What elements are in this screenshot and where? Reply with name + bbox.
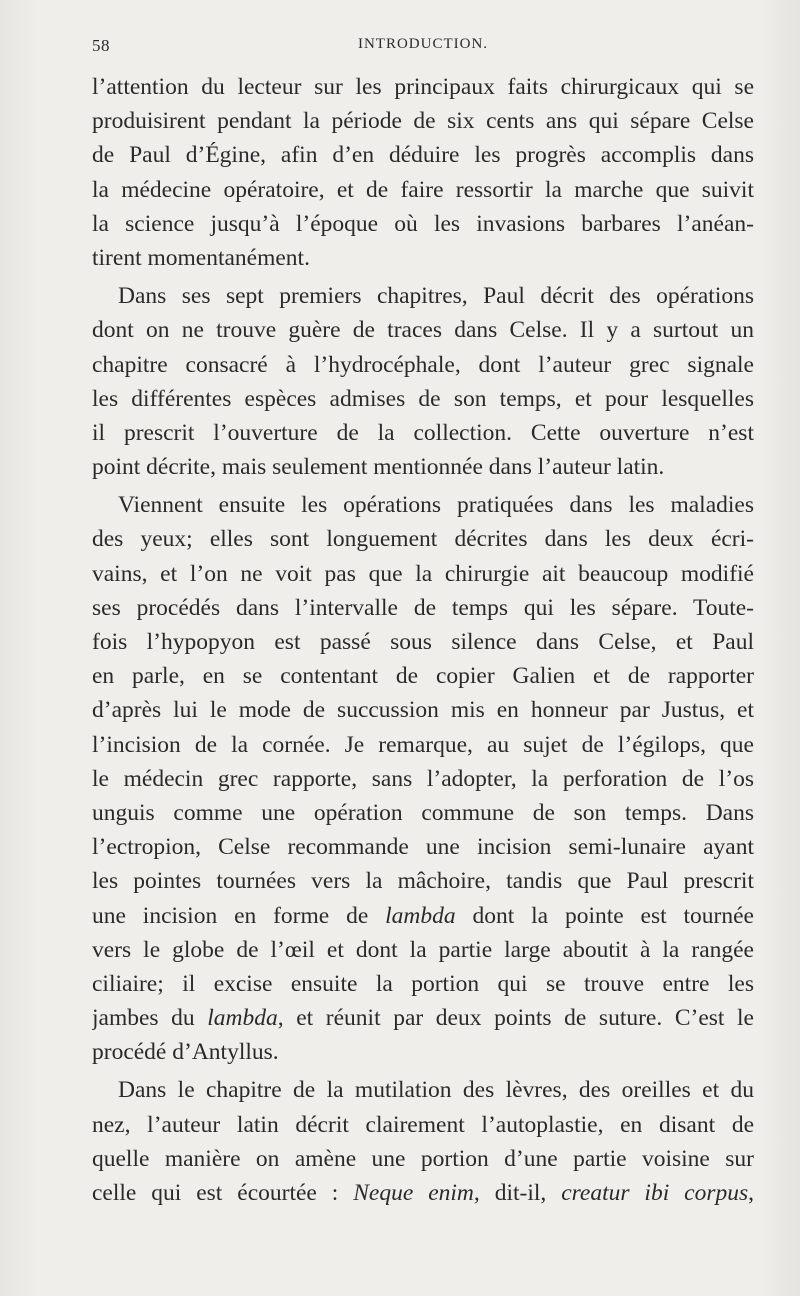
text-line (92, 207, 754, 241)
text-segment: en parle, en se contentant de copier Galien et de rapporter (92, 663, 754, 690)
text-segment: les pointes tournées vers la mâchoire, tandis que Paul prescrit (92, 868, 754, 895)
text-segment: ses procédés dans l’intervalle de temps qui les sépare. Toute- (92, 594, 754, 621)
text-segment: , et réunit par deux points de suture. C’est le (277, 1005, 754, 1032)
text-line (92, 762, 754, 796)
text-line (92, 241, 754, 275)
text-line (92, 933, 754, 967)
text-line (92, 830, 754, 864)
text-line (92, 557, 754, 591)
text-line (92, 967, 754, 1001)
text-line (92, 416, 754, 450)
text-segment: fois l’hypopyon est passé sous silence dans Celse, et Paul (92, 629, 754, 655)
text-line (92, 348, 754, 382)
page-number: 58 (92, 36, 110, 55)
text-segment: , dit-il, (473, 1180, 562, 1206)
text-segment: Viennent ensuite les opérations pratiquées dans les maladies (118, 492, 754, 519)
text-segment: procédé d’Antyllus. (92, 1039, 279, 1066)
running-head (92, 36, 754, 56)
text-line (92, 693, 754, 727)
text-line (92, 70, 754, 104)
text-segment: des yeux; elles sont longuement décrites dans les deux écri- (92, 526, 754, 553)
text-segment: vers le globe de l’œil et dont la partie large aboutit à la rangée (92, 936, 754, 963)
text-segment: ciliaire; il excise ensuite la portion qui se trouve entre les (92, 970, 754, 997)
text-segment: nez, l’auteur latin décrit clairement l’autoplastie, en disant de (92, 1111, 754, 1138)
text-segment: unguis comme une opération commune de son temps. Dans (92, 799, 754, 826)
text-segment: celle qui est écourtée : (92, 1180, 354, 1206)
text-segment: , (748, 1180, 754, 1206)
text-line (92, 522, 754, 556)
text-line (92, 1035, 754, 1069)
text-segment: Dans le chapitre de la mutilation des lèvres, des oreilles et du (118, 1077, 754, 1104)
text-line (92, 1001, 754, 1035)
text-segment: la médecine opératoire, et de faire ressortir la marche que suivit (92, 176, 754, 203)
text-segment: la science jusqu’à l’époque où les invasions barbares l’anéan- (92, 210, 754, 237)
text-segment: dont on ne trouve guère de traces dans Celse. Il y a surtout un (92, 317, 754, 344)
text-segment: d’après lui le mode de succussion mis en honneur par Justus, et (92, 697, 754, 724)
text-segment: dont la pointe est tournée (455, 902, 754, 929)
text-line (92, 104, 754, 138)
italic-text: Neque enim (353, 1180, 474, 1206)
text-line (92, 382, 754, 416)
text-line (92, 488, 754, 522)
text-segment: jambes du (92, 1005, 208, 1032)
text-segment: l’ectropion, Celse recommande une incision semi-lunaire ayant (92, 834, 754, 861)
text-segment: point décrite, mais seulement mentionnée dans l’auteur latin. (92, 454, 665, 481)
body-text (92, 70, 754, 1210)
text-line (92, 796, 754, 830)
bleed-through-mark (205, 1232, 211, 1246)
text-line (92, 1176, 754, 1210)
text-segment: l’attention du lecteur sur les principaux faits chirurgicaux qui se (92, 74, 754, 100)
text-segment: il prescrit l’ouverture de la collection. Cette ouverture n’est (92, 419, 754, 446)
italic-text: creatur ibi corpus (561, 1180, 749, 1206)
text-segment: vains, et l’on ne voit pas que la chirurgie ait beaucoup modifié (92, 560, 754, 587)
text-line (92, 313, 754, 347)
italic-text: lambda (385, 902, 456, 929)
text-segment: de Paul d’Égine, afin d’en déduire les progrès accomplis dans (92, 142, 754, 169)
text-line (92, 899, 754, 933)
text-line (92, 1108, 754, 1142)
text-segment: quelle manière on amène une portion d’une partie voisine sur (92, 1145, 754, 1172)
running-title: INTRODUCTION. (357, 36, 489, 52)
text-segment: chapitre consacré à l’hydrocéphale, dont l’auteur grec signale (92, 351, 754, 378)
text-segment: le médecin grec rapporte, sans l’adopter, la perforation de l’os (92, 765, 754, 792)
text-line (92, 625, 754, 659)
text-line (92, 659, 754, 693)
text-segment: tirent momentanément. (92, 244, 310, 271)
text-line (92, 450, 754, 484)
text-segment: Dans ses sept premiers chapitres, Paul décrit des opérations (118, 283, 754, 310)
text-segment: les différentes espèces admises de son temps, et pour lesquelles (92, 385, 754, 412)
text-segment: produisirent pendant la période de six cents ans qui sépare Celse (92, 108, 754, 135)
text-segment: une incision en forme de (92, 902, 386, 929)
text-line (92, 591, 754, 625)
text-line (92, 279, 754, 313)
text-line (92, 138, 754, 172)
text-line (92, 1142, 754, 1176)
text-line (92, 728, 754, 762)
italic-text: lambda (207, 1005, 278, 1032)
text-line (92, 173, 754, 207)
text-line (92, 864, 754, 898)
text-line (92, 1073, 754, 1107)
text-segment: l’incision de la cornée. Je remarque, au sujet de l’égilops, que (92, 731, 754, 758)
